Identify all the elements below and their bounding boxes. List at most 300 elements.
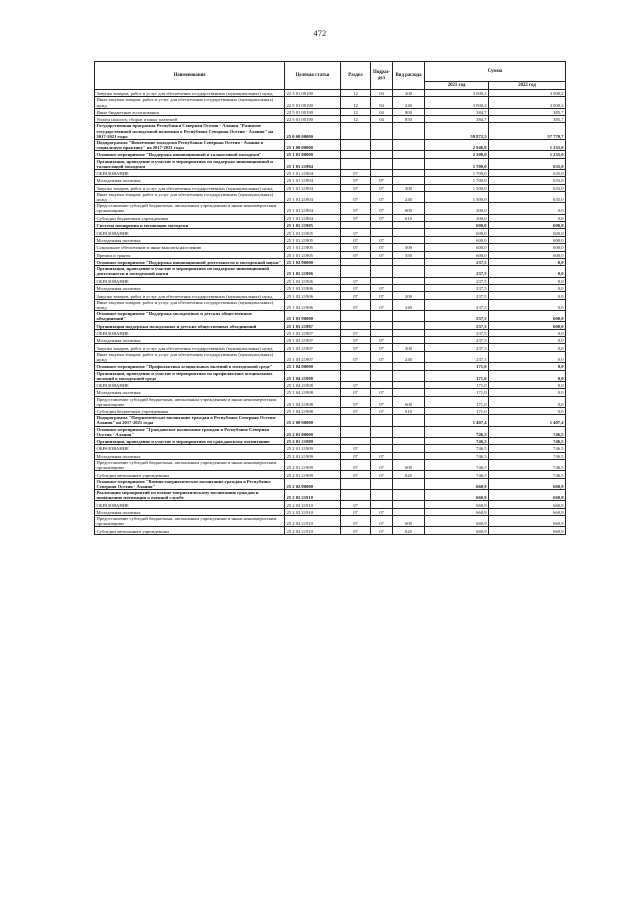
cell-amount-2022: 600,0 [489, 236, 566, 243]
cell-expense-type: 240 [393, 97, 425, 108]
cell-section: 12 [341, 116, 371, 123]
cell-amount-2021: 600,0 [425, 236, 489, 243]
header-expense-type: Вид расхода [393, 62, 425, 90]
cell-amount-2021: 600,0 [425, 229, 489, 236]
cell-section [341, 489, 371, 500]
cell-target-code: 25 1 03 21907 [285, 322, 341, 329]
cell-target-code: 25 1 04 21908 [285, 396, 341, 407]
cell-section: 07 [341, 329, 371, 336]
cell-expense-type: 610 [393, 214, 425, 221]
cell-amount-2022: 385,7 [489, 116, 566, 123]
cell-target-code: 25 1 01 21904 [285, 214, 341, 221]
table-row [95, 426, 566, 437]
cell-amount-2021: 660,9 [425, 489, 489, 500]
cell-amount-2022: 600,0 [489, 244, 566, 251]
cell-section: 07 [341, 244, 371, 251]
cell-target-code: 25 2 02 00000 [285, 478, 341, 489]
cell-expense-type [393, 426, 425, 437]
cell-name: Иные закупки товаров, работ и услуг для обеспечения государственных (муниципальных) нужд [95, 192, 285, 203]
cell-target-code: 25 0 00 00000 [285, 123, 341, 139]
cell-subsection [371, 478, 393, 489]
cell-amount-2022: 746,5 [489, 452, 566, 459]
cell-name: Субсидии бюджетным учреждениям [95, 214, 285, 221]
cell-target-code: 25 1 03 21907 [285, 329, 341, 336]
cell-subsection [371, 151, 393, 158]
cell-amount-2021: 1 700,0 [425, 169, 489, 176]
cell-subsection [371, 381, 393, 388]
cell-amount-2021: 171,0 [425, 381, 489, 388]
table-row [95, 437, 566, 444]
cell-section [341, 370, 371, 381]
table-row [95, 471, 566, 478]
table-row [95, 527, 566, 534]
cell-section [341, 363, 371, 370]
cell-expense-type: 620 [393, 527, 425, 534]
cell-target-code: 25 2 01 00000 [285, 426, 341, 437]
cell-name: Уплата налогов, сборов и иных платежей [95, 116, 285, 123]
cell-target-code: 25 2 00 00000 [285, 415, 341, 426]
cell-section [341, 415, 371, 426]
cell-section: 12 [341, 97, 371, 108]
cell-target-code: 25 1 01 21904 [285, 169, 341, 176]
cell-subsection [371, 169, 393, 176]
cell-name: ОБРАЗОВАНИЕ [95, 329, 285, 336]
cell-expense-type [393, 415, 425, 426]
cell-expense-type [393, 177, 425, 184]
cell-target-code: 22 5 01 00190 [285, 116, 341, 123]
cell-target-code: 25 2 01 21909 [285, 460, 341, 471]
header-year-2022: 2022 год [489, 82, 566, 90]
cell-amount-2021: 660,9 [425, 501, 489, 508]
cell-expense-type [393, 158, 425, 169]
cell-amount-2022: 600,0 [489, 229, 566, 236]
cell-amount-2022: 3 000,2 [489, 97, 566, 108]
cell-section: 07 [341, 337, 371, 344]
cell-section [341, 426, 371, 437]
budget-table [94, 61, 566, 535]
cell-expense-type [393, 501, 425, 508]
cell-target-code: 25 2 02 21910 [285, 516, 341, 527]
cell-amount-2021: 660,9 [425, 527, 489, 534]
table-row [95, 370, 566, 381]
cell-subsection [371, 445, 393, 452]
table-row [95, 169, 566, 176]
cell-name: Основное мероприятие "Гражданское воспитание граждан в Республике Северная Осетия - Алания" [95, 426, 285, 437]
cell-section: 07 [341, 192, 371, 203]
cell-amount-2021: 746,5 [425, 471, 489, 478]
cell-name: Основное мероприятие "Поддержка инновационной и талантливой молодежи" [95, 151, 285, 158]
cell-target-code: 22 5 01 00190 [285, 108, 341, 115]
cell-name: Закупка товаров, работ и услуг для обеспечения государственных (муниципальных) нужд [95, 90, 285, 97]
cell-amount-2022: 0,0 [489, 214, 566, 221]
cell-subsection: 07 [371, 184, 393, 191]
table-row [95, 299, 566, 310]
cell-name: ОБРАЗОВАНИЕ [95, 229, 285, 236]
cell-name: Предоставление субсидий бюджетным, автономным учреждениям и иным некоммерческим организациям [95, 460, 285, 471]
cell-section: 07 [341, 445, 371, 452]
cell-expense-type: 600 [393, 396, 425, 407]
cell-amount-2021: 746,5 [425, 445, 489, 452]
cell-subsection [371, 489, 393, 500]
table-row [95, 501, 566, 508]
table-body [95, 90, 566, 535]
cell-amount-2022: 746,5 [489, 426, 566, 437]
cell-section [341, 322, 371, 329]
cell-expense-type [393, 229, 425, 236]
cell-expense-type: 200 [393, 344, 425, 351]
cell-target-code: 25 2 01 21909 [285, 445, 341, 452]
cell-expense-type: 600 [393, 203, 425, 214]
cell-expense-type: 300 [393, 244, 425, 251]
cell-amount-2022: 635,0 [489, 169, 566, 176]
cell-name: Основное мероприятие "Военно-патриотическое воспитание граждан в Республике Северная Осетия - Алания" [95, 478, 285, 489]
cell-name: Премии и гранты [95, 251, 285, 258]
cell-amount-2022: 660,9 [489, 508, 566, 515]
cell-amount-2022: 0,0 [489, 381, 566, 388]
cell-expense-type: 240 [393, 192, 425, 203]
cell-section [341, 123, 371, 139]
table-row [95, 311, 566, 322]
cell-target-code: 25 1 02 00000 [285, 258, 341, 265]
cell-subsection: 07 [371, 344, 393, 351]
table-row [95, 351, 566, 362]
cell-subsection: 07 [371, 214, 393, 221]
cell-subsection: 07 [371, 460, 393, 471]
header-sum: Сумма [425, 62, 566, 82]
cell-section: 07 [341, 184, 371, 191]
cell-amount-2021: 237,5 [425, 277, 489, 284]
cell-amount-2021: 171,0 [425, 389, 489, 396]
cell-amount-2021: 237,5 [425, 329, 489, 336]
cell-amount-2021: 171,0 [425, 370, 489, 381]
table-row [95, 244, 566, 251]
cell-amount-2021: 200,0 [425, 214, 489, 221]
cell-amount-2021: 237,5 [425, 292, 489, 299]
table-row [95, 177, 566, 184]
cell-expense-type [393, 381, 425, 388]
cell-subsection [371, 363, 393, 370]
cell-section: 07 [341, 299, 371, 310]
cell-amount-2022: 1 235,0 [489, 151, 566, 158]
cell-target-code: 25 2 02 21910 [285, 508, 341, 515]
cell-name: ОБРАЗОВАНИЕ [95, 277, 285, 284]
cell-amount-2022: 660,9 [489, 516, 566, 527]
table-row [95, 329, 566, 336]
cell-subsection: 07 [371, 527, 393, 534]
cell-target-code: 25 1 01 21905 [285, 229, 341, 236]
cell-amount-2022: 1 235,0 [489, 139, 566, 150]
cell-section: 12 [341, 108, 371, 115]
table-row [95, 489, 566, 500]
cell-amount-2021: 660,9 [425, 478, 489, 489]
cell-expense-type [393, 284, 425, 291]
cell-target-code: 25 1 01 00000 [285, 151, 341, 158]
cell-name: Иные закупки товаров, работ и услуг для обеспечения государственных (муниципальных) нужд [95, 97, 285, 108]
cell-expense-type [393, 123, 425, 139]
cell-amount-2022: 746,5 [489, 445, 566, 452]
cell-target-code: 25 1 01 21905 [285, 244, 341, 251]
table-row [95, 151, 566, 158]
cell-amount-2021: 171,0 [425, 363, 489, 370]
cell-section: 07 [341, 284, 371, 291]
cell-target-code: 25 2 01 21909 [285, 437, 341, 444]
cell-expense-type: 620 [393, 471, 425, 478]
table-row [95, 258, 566, 265]
cell-name: Субсидии бюджетным учреждениям [95, 407, 285, 414]
cell-amount-2022: 0,0 [489, 292, 566, 299]
cell-amount-2022: 635,0 [489, 192, 566, 203]
cell-expense-type [393, 277, 425, 284]
table-row [95, 344, 566, 351]
cell-subsection: 04 [371, 90, 393, 97]
cell-target-code: 25 2 02 21910 [285, 489, 341, 500]
cell-amount-2021: 1 700,0 [425, 177, 489, 184]
table-row [95, 90, 566, 97]
cell-amount-2021: 600,0 [425, 244, 489, 251]
cell-amount-2021: 1 500,0 [425, 192, 489, 203]
table-row [95, 381, 566, 388]
cell-amount-2021: 171,0 [425, 407, 489, 414]
cell-subsection: 07 [371, 236, 393, 243]
table-row [95, 229, 566, 236]
cell-expense-type [393, 363, 425, 370]
cell-section [341, 139, 371, 150]
cell-target-code: 25 1 03 21907 [285, 337, 341, 344]
cell-amount-2022: 0,0 [489, 203, 566, 214]
cell-subsection: 07 [371, 471, 393, 478]
cell-target-code: 25 1 03 21907 [285, 351, 341, 362]
cell-target-code: 25 1 04 21908 [285, 370, 341, 381]
cell-subsection [371, 229, 393, 236]
cell-expense-type [393, 452, 425, 459]
cell-target-code: 25 1 00 00000 [285, 139, 341, 150]
table-row [95, 508, 566, 515]
cell-expense-type: 240 [393, 299, 425, 310]
cell-amount-2022: 0,0 [489, 396, 566, 407]
cell-subsection: 07 [371, 389, 393, 396]
cell-amount-2021: 3 000,2 [425, 90, 489, 97]
cell-amount-2022: 0,0 [489, 344, 566, 351]
cell-target-code: 25 1 03 21907 [285, 344, 341, 351]
cell-amount-2021: 746,5 [425, 426, 489, 437]
cell-section [341, 258, 371, 265]
cell-subsection [371, 123, 393, 139]
cell-name: Организация поддержки молодежных и детских общественных объединений [95, 322, 285, 329]
cell-section [341, 221, 371, 228]
table-row [95, 292, 566, 299]
cell-section: 07 [341, 277, 371, 284]
cell-amount-2021: 237,5 [425, 351, 489, 362]
cell-subsection: 04 [371, 116, 393, 123]
cell-name: Иные бюджетные ассигнования [95, 108, 285, 115]
cell-expense-type: 240 [393, 351, 425, 362]
cell-expense-type [393, 266, 425, 277]
table-row [95, 192, 566, 203]
cell-section [341, 478, 371, 489]
cell-section: 07 [341, 452, 371, 459]
cell-name: Иные закупки товаров, работ и услуг для обеспечения государственных (муниципальных) нужд [95, 299, 285, 310]
cell-amount-2022: 660,9 [489, 489, 566, 500]
cell-amount-2021: 237,5 [425, 266, 489, 277]
cell-section: 07 [341, 351, 371, 362]
cell-section: 07 [341, 501, 371, 508]
cell-subsection [371, 501, 393, 508]
cell-name: Организация, проведение и участие в мероприятиях по профилактике асоциальных явлений в молодежной среде [95, 370, 285, 381]
table-row [95, 415, 566, 426]
cell-target-code: 25 1 02 21906 [285, 292, 341, 299]
cell-target-code: 25 1 02 21906 [285, 277, 341, 284]
table-row [95, 322, 566, 329]
table-row [95, 396, 566, 407]
cell-subsection [371, 415, 393, 426]
cell-subsection: 07 [371, 351, 393, 362]
cell-section: 07 [341, 344, 371, 351]
cell-amount-2022: 746,5 [489, 437, 566, 444]
cell-section: 07 [341, 292, 371, 299]
cell-name: Основное мероприятие "Поддержка инновационной деятельности и молодежной науки" [95, 258, 285, 265]
cell-subsection [371, 329, 393, 336]
cell-name: Закупка товаров, работ и услуг для обеспечения государственных (муниципальных) нужд [95, 292, 285, 299]
cell-amount-2022: 1 407,4 [489, 415, 566, 426]
cell-section: 07 [341, 177, 371, 184]
cell-target-code: 25 1 04 21908 [285, 381, 341, 388]
cell-name: Предоставление субсидий бюджетным, автономным учреждениям и иным некоммерческим организациям [95, 396, 285, 407]
cell-amount-2021: 237,5 [425, 258, 489, 265]
cell-amount-2022: 600,0 [489, 251, 566, 258]
cell-amount-2021: 1 407,4 [425, 415, 489, 426]
cell-amount-2021: 3 000,2 [425, 97, 489, 108]
cell-amount-2021: 200,0 [425, 203, 489, 214]
cell-subsection [371, 426, 393, 437]
cell-subsection [371, 370, 393, 381]
cell-expense-type: 850 [393, 116, 425, 123]
cell-amount-2022: 0,0 [489, 337, 566, 344]
page-number: 472 [313, 29, 327, 38]
cell-amount-2021: 746,5 [425, 437, 489, 444]
cell-section: 07 [341, 203, 371, 214]
cell-amount-2021: 237,5 [425, 322, 489, 329]
cell-amount-2022: 600,0 [489, 322, 566, 329]
cell-subsection [371, 266, 393, 277]
cell-subsection: 07 [371, 299, 393, 310]
cell-amount-2021: 384,7 [425, 116, 489, 123]
cell-subsection: 07 [371, 508, 393, 515]
cell-amount-2021: 746,5 [425, 452, 489, 459]
cell-target-code: 25 1 02 21906 [285, 299, 341, 310]
cell-expense-type: 800 [393, 108, 425, 115]
cell-subsection: 04 [371, 108, 393, 115]
cell-amount-2022: 0,0 [489, 277, 566, 284]
cell-target-code: 25 1 04 21908 [285, 389, 341, 396]
cell-name: Реализация мероприятий по военно-патриотическому воспитанию граждан и повышению мотивации к военной службе [95, 489, 285, 500]
cell-expense-type [393, 370, 425, 381]
table-row [95, 460, 566, 471]
cell-expense-type: 600 [393, 460, 425, 471]
cell-expense-type [393, 258, 425, 265]
cell-amount-2022: 660,9 [489, 501, 566, 508]
table-row [95, 337, 566, 344]
cell-subsection: 07 [371, 292, 393, 299]
cell-amount-2022: 0,0 [489, 363, 566, 370]
cell-target-code: 25 2 01 21909 [285, 452, 341, 459]
cell-section [341, 437, 371, 444]
cell-section: 07 [341, 251, 371, 258]
cell-amount-2022: 660,9 [489, 527, 566, 534]
table-row [95, 445, 566, 452]
cell-name: Субсидии автономным учреждениям [95, 527, 285, 534]
cell-amount-2022: 0,0 [489, 370, 566, 381]
cell-name: Молодежная политика [95, 508, 285, 515]
cell-name: Иные закупки товаров, работ и услуг для обеспечения государственных (муниципальных) нужд [95, 351, 285, 362]
table-row [95, 478, 566, 489]
cell-target-code: 25 1 01 21904 [285, 192, 341, 203]
cell-amount-2021: 1 700,0 [425, 158, 489, 169]
header-code: Целевая статья [285, 62, 341, 90]
cell-target-code: 25 1 01 21904 [285, 177, 341, 184]
cell-subsection [371, 258, 393, 265]
cell-name: ОБРАЗОВАНИЕ [95, 169, 285, 176]
cell-amount-2021: 660,9 [425, 516, 489, 527]
cell-name: Молодежная политика [95, 284, 285, 291]
table-row [95, 516, 566, 527]
cell-target-code: 25 1 01 21904 [285, 203, 341, 214]
cell-name: Организация, проведение и участие в мероприятиях по поддержке инновационной и талантливой молодежи [95, 158, 285, 169]
cell-name: Организация, проведение и участие в мероприятиях по гражданскому воспитанию [95, 437, 285, 444]
cell-amount-2022: 660,9 [489, 478, 566, 489]
cell-subsection [371, 158, 393, 169]
cell-section: 07 [341, 229, 371, 236]
table-row [95, 389, 566, 396]
cell-amount-2022: 57 770,7 [489, 123, 566, 139]
cell-subsection [371, 139, 393, 150]
cell-section: 07 [341, 169, 371, 176]
cell-amount-2022: 746,5 [489, 460, 566, 471]
header-year-2021: 2021 год [425, 82, 489, 90]
table-row [95, 221, 566, 228]
table-row [95, 266, 566, 277]
cell-section: 07 [341, 214, 371, 221]
cell-name: Подпрограмма "Патриотическое воспитание граждан в Республике Северная Осетия- Алания" на 2017-2021 годы [95, 415, 285, 426]
cell-expense-type: 350 [393, 251, 425, 258]
cell-amount-2022: 0,0 [489, 329, 566, 336]
table-row [95, 203, 566, 214]
cell-amount-2022: 600,0 [489, 311, 566, 322]
cell-name: ОБРАЗОВАНИЕ [95, 381, 285, 388]
cell-name: Основное мероприятие "Поддержка молодежных и детских общественных объединений" [95, 311, 285, 322]
cell-subsection: 07 [371, 516, 393, 527]
cell-amount-2021: 2 300,0 [425, 151, 489, 158]
cell-amount-2022: 0,0 [489, 284, 566, 291]
cell-subsection: 07 [371, 177, 393, 184]
cell-target-code: 25 2 02 21910 [285, 501, 341, 508]
cell-subsection [371, 277, 393, 284]
cell-section: 07 [341, 407, 371, 414]
cell-amount-2022: 635,0 [489, 177, 566, 184]
cell-target-code: 25 2 02 21910 [285, 527, 341, 534]
cell-amount-2022: 600,0 [489, 221, 566, 228]
cell-amount-2021: 237,5 [425, 344, 489, 351]
table-header [95, 62, 566, 90]
cell-subsection: 07 [371, 407, 393, 414]
cell-name: Молодежная политика [95, 389, 285, 396]
cell-target-code: 25 1 03 00000 [285, 311, 341, 322]
cell-expense-type [393, 389, 425, 396]
cell-name: Закупка товаров, работ и услуг для обеспечения государственных (муниципальных) нужд [95, 344, 285, 351]
cell-name: Государственная программа Республики Северная Осетия - Алания "Развитие государственной молодежной политики в Республике Северная Осетия - Алания" на 2017-2021 годы [95, 123, 285, 139]
cell-name: Предоставление субсидий бюджетным, автономным учреждениям и иным некоммерческим организациям [95, 203, 285, 214]
cell-subsection: 07 [371, 452, 393, 459]
cell-name: Социальное обеспечение и иные выплаты населению [95, 244, 285, 251]
